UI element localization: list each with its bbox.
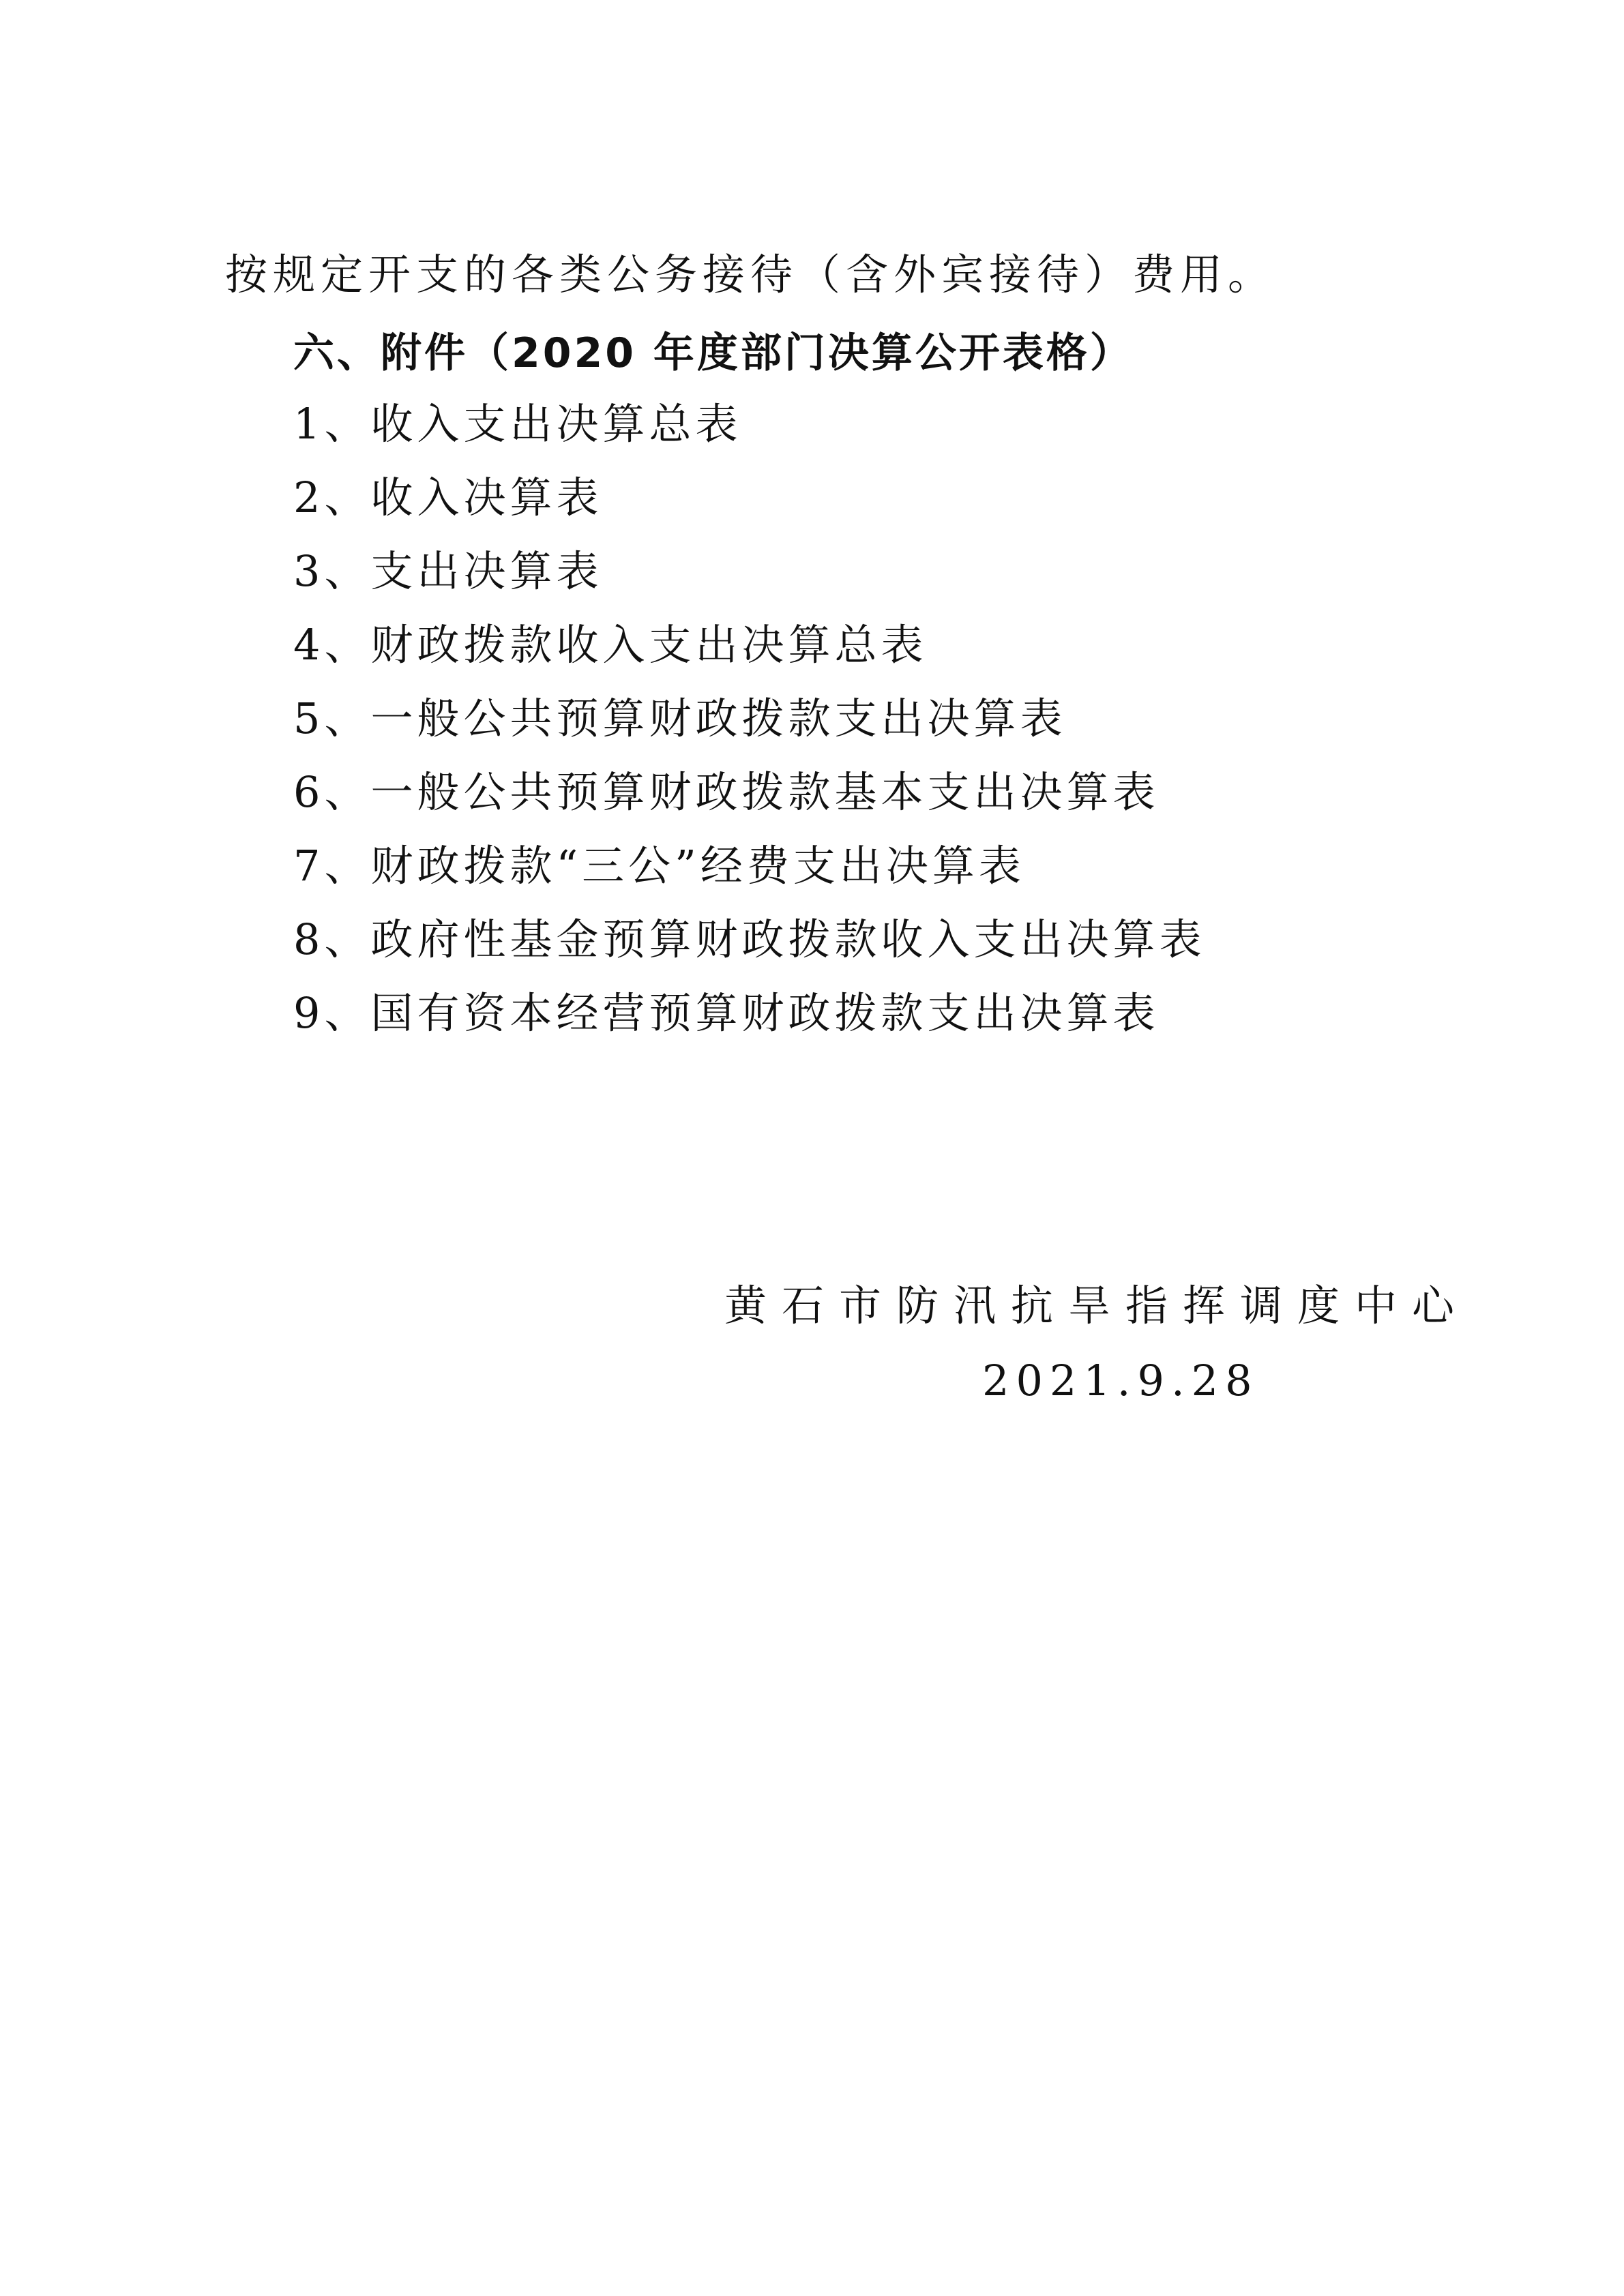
- attachment-item-4: 4、财政拨款收入支出决算总表: [293, 620, 928, 670]
- attachment-item-9: 9、国有资本经营预算财政拨款支出决算表: [293, 988, 1160, 1038]
- paragraph-continuation: 按规定开支的各类公务接待（含外宾接待）费用。: [225, 250, 1276, 299]
- attachment-item-7: 7、财政拨款“三公”经费支出决算表: [293, 841, 1025, 891]
- organization-signature: 黄石市防汛抗旱指挥调度中心: [724, 1281, 1470, 1330]
- attachment-list: [293, 397, 1205, 1060]
- document-date: 2021.9.28: [982, 1356, 1259, 1405]
- attachment-item-6: 6、一般公共预算财政拨款基本支出决算表: [293, 767, 1160, 817]
- attachment-item-2: 2、收入决算表: [293, 473, 603, 522]
- section-heading-attachments: 六、附件（2020 年度部门决算公开表格）: [293, 329, 1134, 377]
- attachment-item-3: 3、支出决算表: [293, 546, 603, 596]
- attachment-item-5: 5、一般公共预算财政拨款支出决算表: [293, 694, 1067, 743]
- attachment-item-1: 1、收入支出决算总表: [293, 399, 742, 449]
- attachment-item-8: 8、政府性基金预算财政拨款收入支出决算表: [293, 914, 1206, 964]
